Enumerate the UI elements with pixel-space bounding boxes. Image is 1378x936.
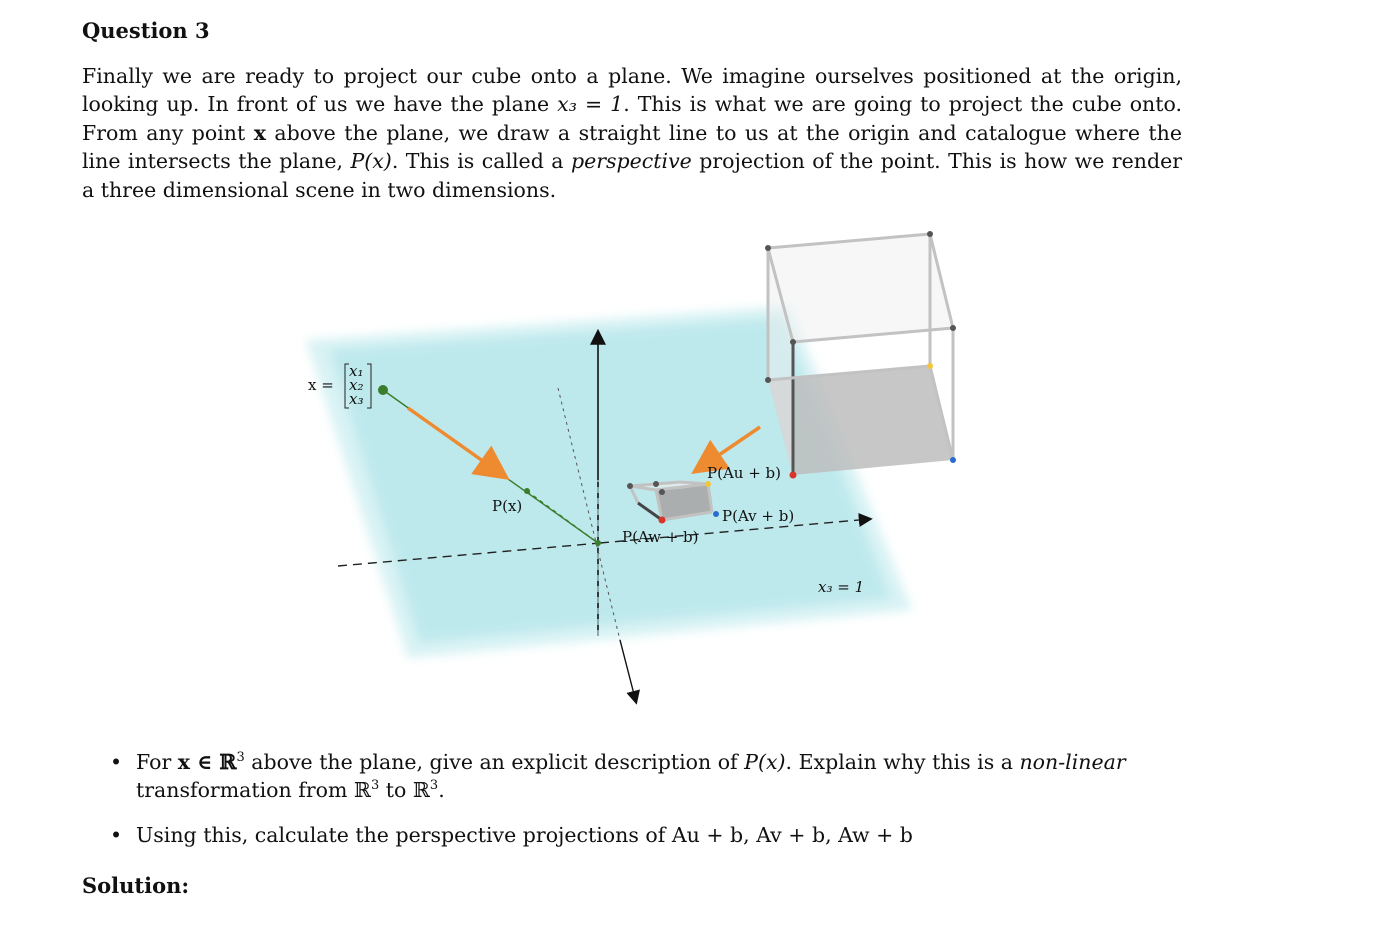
cube xyxy=(765,231,956,479)
label-au: P(Au + b) xyxy=(707,464,781,482)
proj-red-vertex xyxy=(659,517,666,524)
x2-axis-front xyxy=(620,640,636,702)
vector-entry-1: x₁ xyxy=(349,362,364,380)
vector-entry-2: x₂ xyxy=(349,376,364,394)
bullet-1: • For x ∈ ℝ$^3$ above the plane, give an explicit description of P(x). Explain why this is a non-linear transformation from ℝ$^3$ to ℝ$^3$. xyxy=(110,750,1126,803)
vector-entry-3: x₃ xyxy=(349,390,364,408)
perspective-term: perspective xyxy=(570,149,692,174)
plane-equation: x₃ = 1 xyxy=(557,92,624,117)
solution-heading: Solution: xyxy=(82,873,190,898)
cube-red-vertex xyxy=(790,472,797,479)
label-aw: P(Aw + b) xyxy=(622,528,699,546)
intro-paragraph: Finally we are ready to project our cube onto a plane. We imagine ourselves positioned at the origin, looking up. In front of us we have the plane x₃ = 1. This is what we are going to project the cube onto. From any point x above the plane, we draw a straight line to us at the origin and catalogue where the line intersects the plane, P(x). This is called a perspective projection of the point. This is how we render a three dimensional scene in two dimensions. xyxy=(82,64,1183,202)
label-av: P(Av + b) xyxy=(722,507,795,525)
point-px xyxy=(524,488,530,494)
cube-yellow-vertex xyxy=(927,363,933,369)
vector-label: x = xyxy=(308,376,334,394)
projection-term: P(x) xyxy=(350,149,392,174)
proj-blue-vertex xyxy=(713,511,719,517)
question-heading: Question 3 xyxy=(82,18,210,43)
label-plane: x₃ = 1 xyxy=(818,578,865,596)
cube-blue-vertex xyxy=(950,457,956,463)
question-bullets xyxy=(110,748,1185,849)
bullet-2: • Using this, calculate the perspective projections of Au + b, Av + b, Aw + b xyxy=(110,822,913,847)
point-x xyxy=(378,385,388,395)
label-px: P(x) xyxy=(492,497,523,515)
